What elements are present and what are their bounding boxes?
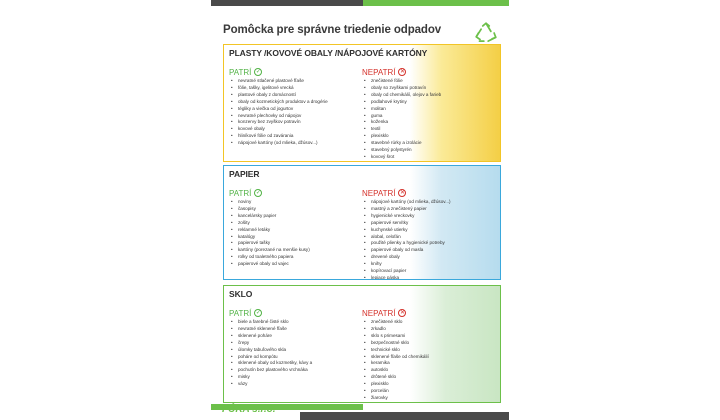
forbidden-list	[362, 199, 482, 280]
x-circle-icon: ✕	[399, 190, 405, 196]
list-item: • sklenené fľaše od chemikálií	[362, 354, 482, 361]
document-sheet	[211, 6, 509, 420]
forbidden-column	[362, 188, 482, 280]
list-item: • kopírovací papier	[362, 268, 482, 275]
forbidden-label: NEPATRÍ	[362, 308, 396, 318]
list-item: • alobal, celofán	[362, 234, 482, 241]
list-item: • knihy	[362, 261, 482, 268]
list-item: • konzervy bez zvyškov potravín	[229, 119, 354, 126]
section-papier	[223, 165, 501, 280]
recycle-icon	[473, 20, 499, 46]
check-circle-icon: ✓	[255, 69, 261, 75]
list-item: • misky	[229, 374, 354, 381]
allowed-label: PATRÍ	[229, 188, 252, 198]
allowed-column	[229, 308, 354, 388]
list-item: • rolky od toaletného papiera	[229, 254, 354, 261]
allowed-label: PATRÍ	[229, 67, 252, 77]
allowed-list	[229, 78, 354, 147]
list-item: • znečistené fólie	[362, 78, 482, 85]
list-item: • keramika	[362, 360, 482, 367]
list-item: • plexisklo	[362, 133, 482, 140]
forbidden-label: NEPATRÍ	[362, 67, 396, 77]
allowed-label: PATRÍ	[229, 308, 252, 318]
list-item: • tégliky a viečka od jogurtov	[229, 106, 354, 113]
list-item: • lepiace páska	[362, 275, 482, 280]
list-item: • kartóny (porezané na menšie kusy)	[229, 247, 354, 254]
list-item: • porcelán	[362, 388, 482, 395]
list-item: • plexisklo	[362, 381, 482, 388]
list-item: • papierové servítky	[362, 220, 482, 227]
section-plasty	[223, 44, 501, 162]
list-item: • plastové obaly z domácností	[229, 92, 354, 99]
list-item: • technické sklo	[362, 347, 482, 354]
list-item: • drôtené sklo	[362, 374, 482, 381]
list-item: • črepy	[229, 340, 354, 347]
list-item: • nevratné sklenené fľaše	[229, 326, 354, 333]
footer-bar-dark	[300, 412, 509, 420]
list-item: • kovové obaly	[229, 126, 354, 133]
list-item: • mastný a znečistený papier	[362, 206, 482, 213]
allowed-list	[229, 199, 354, 268]
list-item: • poháre od kompótu	[229, 354, 354, 361]
list-item: • časopisy	[229, 206, 354, 213]
list-item: • papierové obaly od masla	[362, 247, 482, 254]
list-item: • pochutín bez plastového vrchnáka	[229, 367, 354, 374]
list-item: • nevratné plechovky od nápojov	[229, 113, 354, 120]
list-item: • drevené obaly	[362, 254, 482, 261]
list-item: • obaly so zvyškami potravín	[362, 85, 482, 92]
list-item: • biele a farebné čisté sklo	[229, 319, 354, 326]
list-item: • nápojové kartóny (od mlieka, džúsov...)	[229, 140, 354, 147]
x-circle-icon: ✕	[399, 310, 405, 316]
list-item: • guma	[362, 113, 482, 120]
list-item: • textil	[362, 126, 482, 133]
forbidden-heading	[362, 308, 482, 318]
list-item: • vázy	[229, 381, 354, 388]
list-item: • katalógy	[229, 234, 354, 241]
list-item: • molitan	[362, 106, 482, 113]
allowed-list	[229, 319, 354, 388]
forbidden-list	[362, 78, 482, 161]
list-item: • stavebné rúrky a izolácie	[362, 140, 482, 147]
forbidden-column	[362, 67, 482, 161]
forbidden-column	[362, 308, 482, 402]
section-title: PLASTY /KOVOVÉ OBALY /NÁPOJOVÉ KARTÓNY	[229, 48, 428, 58]
forbidden-label: NEPATRÍ	[362, 188, 396, 198]
page-title: Pomôcka pre správne triedenie odpadov	[223, 24, 442, 36]
list-item: • kancelársky papier	[229, 213, 354, 220]
company-logo: FÚRA s.r.o.	[222, 404, 276, 415]
list-item: • znečistené sklo	[362, 319, 482, 326]
allowed-heading	[229, 67, 354, 77]
allowed-column	[229, 67, 354, 147]
list-item: • noviny	[229, 199, 354, 206]
list-item: • koženka	[362, 119, 482, 126]
list-item: • papierové tašky	[229, 240, 354, 247]
list-item: • nevratné stlačené plastové fľaše	[229, 78, 354, 85]
list-item: • použité plienky a hygienické potreby	[362, 240, 482, 247]
list-item: • obaly od chemikálií, olejov a farieb	[362, 92, 482, 99]
list-item: • sklo s primesami	[362, 333, 482, 340]
list-item: • hygienické vreckovky	[362, 213, 482, 220]
list-item: • nápojové kartóny (od mlieka, džúsov...)	[362, 199, 482, 206]
list-item: • sklenené poháre	[229, 333, 354, 340]
forbidden-list	[362, 319, 482, 402]
list-item: • reklamné letáky	[229, 227, 354, 234]
section-title: SKLO	[229, 289, 253, 299]
list-item: • žiarovky	[362, 395, 482, 402]
list-item: • kuchynské utierky	[362, 227, 482, 234]
forbidden-heading	[362, 188, 482, 198]
x-circle-icon: ✕	[399, 69, 405, 75]
list-item: • stavebný polystyrén	[362, 147, 482, 154]
list-item: • obaly od kozmetických produktov a drogérie	[229, 99, 354, 106]
list-item: • podlahové krytiny	[362, 99, 482, 106]
list-item: • kovový šrot	[362, 154, 482, 161]
list-item: • hliníkové fólie od zavárania	[229, 133, 354, 140]
list-item: • zošity	[229, 220, 354, 227]
allowed-column	[229, 188, 354, 268]
check-circle-icon: ✓	[255, 190, 261, 196]
list-item: • autosklo	[362, 367, 482, 374]
section-title: PAPIER	[229, 169, 260, 179]
allowed-heading	[229, 308, 354, 318]
list-item: • úlomky tabuľového skla	[229, 347, 354, 354]
check-circle-icon: ✓	[255, 310, 261, 316]
list-item: • sklenené obaly od kozmetiky, kávy a	[229, 360, 354, 367]
list-item: • papierové obaly od vajec	[229, 261, 354, 268]
list-item: • zrkadlo	[362, 326, 482, 333]
section-sklo	[223, 285, 501, 403]
list-item: • fólie, tašky, igelitové vrecká	[229, 85, 354, 92]
forbidden-heading	[362, 67, 482, 77]
list-item: • bezpečnostné sklo	[362, 340, 482, 347]
allowed-heading	[229, 188, 354, 198]
